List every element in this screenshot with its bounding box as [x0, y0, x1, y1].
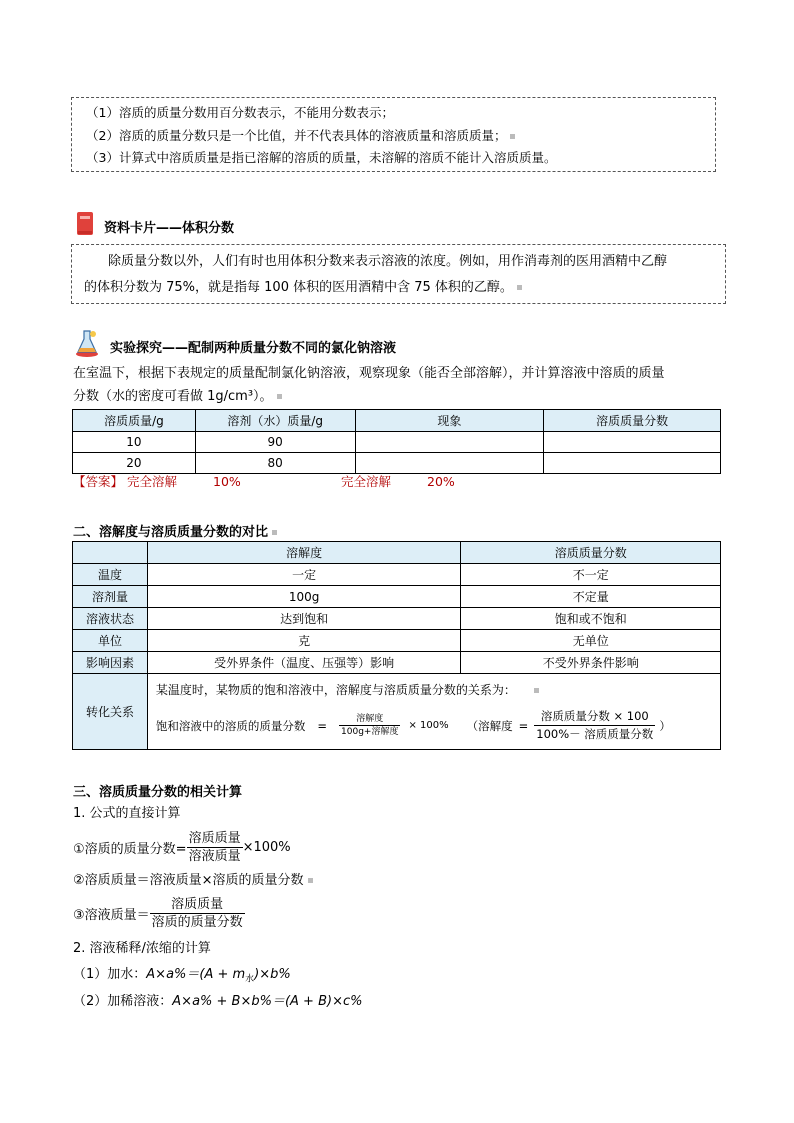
- table-cell: 不受外界条件影响: [461, 652, 721, 674]
- card-line-2: 的体积分数为 75%，就是指每 100 体积的医用酒精中含 75 体积的乙醇。: [84, 276, 522, 300]
- answer-3: 完全溶解: [341, 474, 392, 489]
- table-header-row: [73, 542, 721, 564]
- table-row: [73, 630, 721, 652]
- table-cell: 90: [195, 432, 355, 453]
- formula-2: ②溶质质量＝溶液质量×溶质的质量分数: [73, 869, 313, 893]
- formula-1-fraction: [187, 830, 243, 865]
- book-icon: [75, 211, 95, 237]
- table-cell: 10: [73, 432, 196, 453]
- table-cell: 无单位: [461, 630, 721, 652]
- header-cell: 溶质质量/g: [73, 410, 196, 432]
- table-cell: [544, 453, 721, 474]
- conversion-text: 某温度时，某物质的饱和溶液中，溶解度与溶质质量分数的关系为：: [156, 681, 539, 698]
- card-title: 资料卡片——体积分数: [104, 221, 235, 236]
- paragraph-mark-icon: [308, 878, 313, 883]
- formula-1-left: ①溶质的质量分数=: [73, 842, 187, 857]
- calc-1: （1）加水：$A\times a\%=(A + m_水)\times b\%$: [73, 967, 291, 985]
- table-cell: 20: [73, 453, 196, 474]
- paragraph-mark-icon: [277, 394, 282, 399]
- answer-line: [73, 470, 123, 494]
- experiment-table: [72, 409, 721, 474]
- row-label: 单位: [73, 630, 148, 652]
- header-cell: [73, 542, 148, 564]
- fraction-numerator: 溶质质量分数 × 100: [534, 708, 655, 726]
- formula-3: [73, 896, 245, 931]
- fraction-denominator: 100g+溶解度: [341, 727, 399, 737]
- comparison-table: [72, 541, 721, 750]
- table-cell: 饱和或不饱和: [461, 608, 721, 630]
- table-cell: 不一定: [461, 564, 721, 586]
- fraction-numerator: 溶质质量: [188, 831, 241, 846]
- formula-3-left: ③溶液质量＝: [73, 908, 150, 923]
- header-cell: 溶剂（水）质量/g: [195, 410, 355, 432]
- header-cell: 现象: [355, 410, 544, 432]
- table-row: [73, 608, 721, 630]
- paragraph-mark-icon: [534, 688, 539, 693]
- experiment-line-2: 分数（水的密度可看做 1g/cm³）。: [73, 385, 282, 409]
- table-row: [73, 564, 721, 586]
- table-cell: 克: [147, 630, 461, 652]
- note-2: （2）溶质的质量分数只是一个比值，并不代表具体的溶液质量和溶质质量；: [86, 126, 515, 144]
- formula-times: × 100%: [408, 720, 449, 731]
- experiment-title: 实验探究——配制两种质量分数不同的氯化钠溶液: [110, 341, 397, 356]
- row-label: 溶液状态: [73, 608, 148, 630]
- answer-4: 20%: [427, 474, 455, 489]
- fraction-numerator: 溶质质量: [150, 896, 245, 914]
- paragraph-mark-icon: [510, 134, 515, 139]
- formula2-equals: =: [518, 718, 529, 733]
- fraction-numerator: 溶解度: [339, 713, 400, 726]
- table-cell: 80: [195, 453, 355, 474]
- table-row: [73, 432, 721, 453]
- row-label: 影响因素: [73, 652, 148, 674]
- row-label: 转化关系: [73, 674, 148, 750]
- table-cell: 不定量: [461, 586, 721, 608]
- subsection-1-title: 1. 公式的直接计算: [73, 806, 181, 821]
- table-cell: 一定: [147, 564, 461, 586]
- experiment-line-1: 在室温下，根据下表规定的质量配制氯化钠溶液，观察现象（能否全部溶解），并计算溶液中溶质的质量: [73, 366, 665, 381]
- note-3: （3）计算式中溶质质量是指已溶解的溶质的质量，未溶解的溶质不能计入溶质质量。: [86, 150, 557, 165]
- table-row: [73, 674, 721, 750]
- formula-left: 饱和溶液中的溶质的质量分数: [155, 718, 306, 733]
- row-label: 温度: [73, 564, 148, 586]
- table-cell: 100g: [147, 586, 461, 608]
- formula-1: [73, 830, 291, 865]
- header-cell: 溶解度: [147, 542, 461, 564]
- calc-2: （2）加稀溶液：A×a% + B×b%＝(A + B)×c%: [73, 994, 363, 1009]
- section-2-title: 二、溶解度与溶质质量分数的对比: [73, 521, 277, 540]
- card-line-1: 除质量分数以外，人们有时也用体积分数来表示溶液的浓度。例如，用作消毒剂的医用酒精中乙醇: [108, 254, 668, 269]
- paragraph-mark-icon: [272, 530, 277, 535]
- table-cell: [355, 432, 544, 453]
- fraction-denominator: 100%－ 溶质质量分数: [536, 727, 654, 741]
- conversion-formula: [156, 708, 671, 743]
- formula-1-right: ×100%: [242, 840, 291, 855]
- fraction-denominator: 溶液质量: [188, 849, 241, 864]
- formula-3-fraction: [150, 896, 245, 931]
- header-cell: 溶质质量分数: [544, 410, 721, 432]
- section-3-title: 三、溶质质量分数的相关计算: [73, 785, 243, 800]
- note-1: （1）溶质的质量分数用百分数表示，不能用分数表示；: [86, 105, 394, 120]
- answer-2: 10%: [213, 474, 241, 489]
- paragraph-mark-icon: [517, 285, 522, 290]
- table-cell: 受外界条件（温度、压强等）影响: [147, 652, 461, 674]
- conversion-cell: [147, 674, 720, 750]
- formula2-close: ）: [659, 718, 671, 733]
- fraction-denominator: 溶质的质量分数: [151, 915, 243, 930]
- table-header-row: [73, 410, 721, 432]
- subsection-2-title: 2. 溶液稀释/浓缩的计算: [73, 941, 211, 956]
- answer-label: 【答案】: [73, 474, 124, 489]
- flask-icon: [74, 328, 100, 358]
- answer-1: 完全溶解: [127, 474, 178, 489]
- table-row: [73, 586, 721, 608]
- table-cell: [544, 432, 721, 453]
- row-label: 溶剂量: [73, 586, 148, 608]
- table-cell: 达到饱和: [147, 608, 461, 630]
- table-row: [73, 652, 721, 674]
- formula-equals: =: [317, 718, 328, 733]
- formula-fraction: [339, 713, 400, 738]
- header-cell: 溶质质量分数: [461, 542, 721, 564]
- formula2-fraction: [534, 708, 655, 743]
- formula2-left: （溶解度: [466, 718, 513, 733]
